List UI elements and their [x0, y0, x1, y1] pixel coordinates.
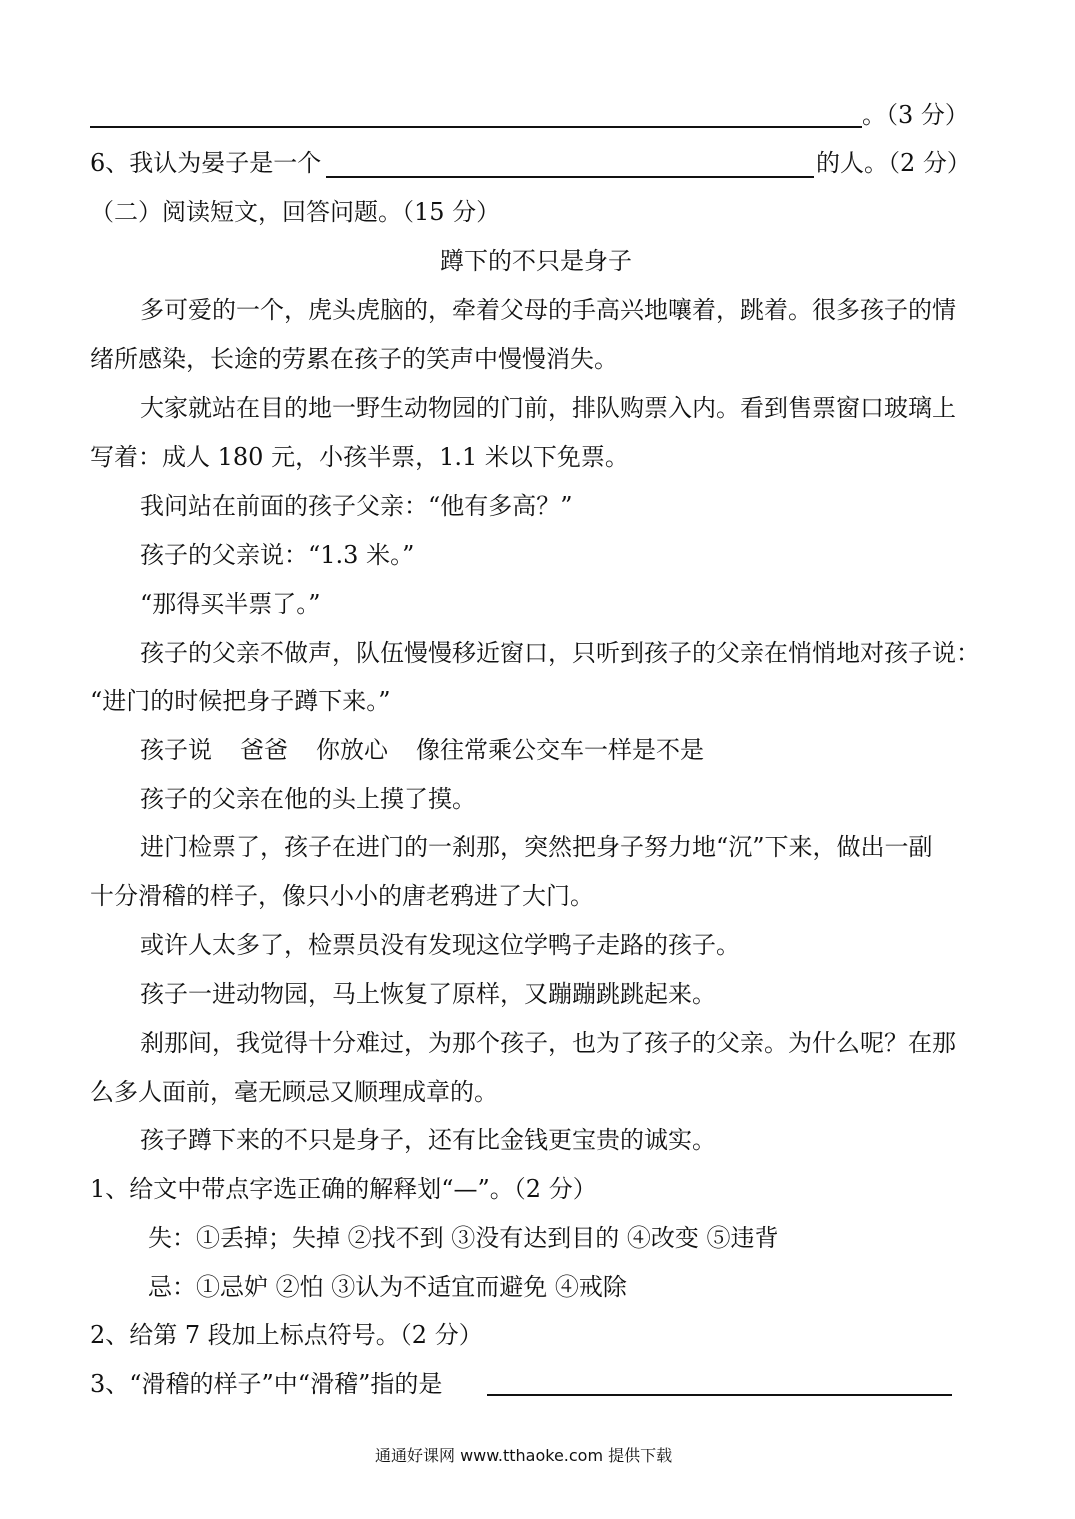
q3-answer-blank[interactable] [487, 1394, 952, 1396]
article-title: 蹲下的不只是身子 [440, 247, 632, 275]
article-line: 或许人太多了，检票员没有发现这位学鸭子走路的孩子。 [140, 931, 740, 959]
article-line: “进门的时候把身子蹲下来。” [90, 687, 391, 715]
article-line: 我问站在前面的孩子父亲：“他有多高？” [140, 492, 573, 520]
article-line: 刹那间，我觉得十分难过，为那个孩子，也为了孩子的父亲。为什么呢？在那 [140, 1029, 956, 1057]
article-line: 孩子的父亲说：“1.3 米。” [140, 541, 415, 569]
score-label: 。（3 分） [862, 101, 969, 129]
article-line: 孩子的父亲不做声，队伍慢慢移近窗口，只听到孩子的父亲在悄悄地对孩子说： [140, 639, 980, 667]
article-line: 写着：成人 180 元，小孩半票，1.1 米以下免票。 [90, 443, 629, 471]
dialogue-part: 爸爸 [240, 736, 288, 764]
article-line: 么多人面前，毫无顾忌又顺理成章的。 [90, 1078, 498, 1106]
article-line: 大家就站在目的地一野生动物园的门前，排队购票入内。看到售票窗口玻璃上 [140, 394, 956, 422]
q6-suffix: 的人。（2 分） [816, 149, 971, 177]
q1-option-shi: 失：①丢掉；失掉 ②找不到 ③没有达到目的 ④改变 ⑤违背 [148, 1224, 779, 1252]
footer-credit: 通通好课网 www.tthaoke.com 提供下载 [375, 1446, 673, 1465]
article-line: 孩子一进动物园，马上恢复了原样，又蹦蹦跳跳起来。 [140, 980, 716, 1008]
article-line: 孩子的父亲在他的头上摸了摸。 [140, 785, 476, 813]
question-3: 3、“滑稽的样子”中“滑稽”指的是 [90, 1370, 443, 1398]
dialogue-part: 你放心 [316, 736, 388, 764]
article-line: 进门检票了，孩子在进门的一刹那，突然把身子努力地“沉”下来，做出一副 [140, 833, 933, 861]
q1-option-ji: 忌：①忌妒 ②怕 ③认为不适宜而避免 ④戒除 [148, 1273, 627, 1301]
section-heading: （二）阅读短文，回答问题。（15 分） [90, 198, 501, 226]
article-line: 十分滑稽的样子，像只小小的唐老鸦进了大门。 [90, 882, 594, 910]
dialogue-paragraph [140, 733, 704, 767]
dialogue-part: 孩子说 [140, 736, 212, 764]
question-1: 1、给文中带点字选正确的解释划“—”。（2 分） [90, 1175, 597, 1203]
question-2: 2、给第 7 段加上标点符号。（2 分） [90, 1321, 483, 1349]
article-line: 绪所感染，长途的劳累在孩子的笑声中慢慢消失。 [90, 345, 618, 373]
q6-prefix: 6、我认为晏子是一个 [90, 149, 322, 177]
dialogue-part: 像往常乘公交车一样是不是 [416, 736, 704, 764]
article-line: 孩子蹲下来的不只是身子，还有比金钱更宝贵的诚实。 [140, 1126, 716, 1154]
article-line: 多可爱的一个，虎头虎脑的，牵着父母的手高兴地嚷着，跳着。很多孩子的情 [140, 296, 956, 324]
article-line: “那得买半票了。” [140, 590, 321, 618]
answer-blank-line[interactable] [90, 126, 862, 128]
q6-answer-blank[interactable] [326, 176, 814, 178]
